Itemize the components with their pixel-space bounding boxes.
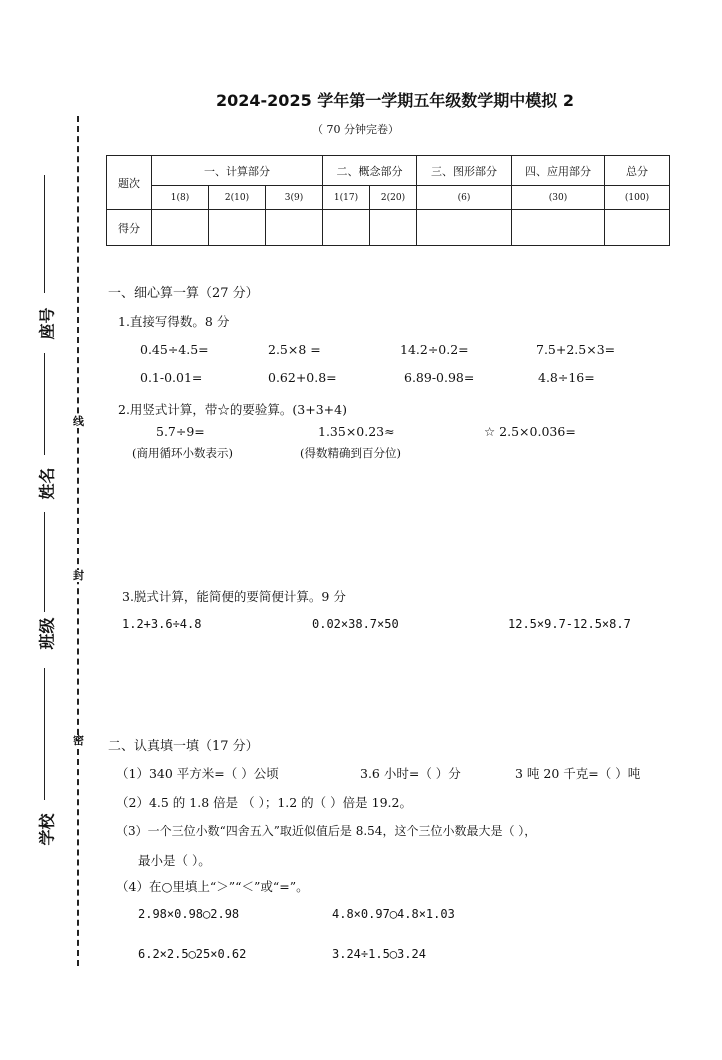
q3-item: 0.02×38.7×50 bbox=[312, 617, 399, 631]
margin-mark-line: 线 bbox=[73, 415, 84, 428]
row-label-item: 题次 bbox=[107, 156, 152, 210]
class-write-line bbox=[44, 512, 45, 612]
binding-dashed-line bbox=[77, 116, 79, 966]
margin-mark-seal: 封 bbox=[73, 569, 84, 582]
score-cell[interactable] bbox=[209, 210, 266, 246]
q2-item: ☆ 2.5×0.036= bbox=[484, 424, 576, 439]
compare-item: 6.2×2.5◯25×0.62 bbox=[138, 947, 247, 961]
q3-item: 12.5×9.7-12.5×8.7 bbox=[508, 617, 631, 631]
q2-note: (商用循环小数表示) bbox=[132, 446, 233, 460]
score-cell[interactable] bbox=[266, 210, 323, 246]
name-label: 姓名 bbox=[37, 467, 57, 500]
school-write-line bbox=[44, 668, 45, 800]
compare-item: 4.8×0.97◯4.8×1.03 bbox=[332, 907, 455, 921]
q3-item: 1.2+3.6÷4.8 bbox=[122, 617, 202, 631]
fill-line: （2）4.5 的 1.8 倍是 （ ）；1.2 的（ ）倍是 19.2。 bbox=[116, 795, 412, 810]
sub-calc-2: 2(10) bbox=[209, 186, 266, 210]
fill-line: （1）340 平方米=（ ）公顷 bbox=[116, 766, 279, 781]
sub-concept-2: 2(20) bbox=[370, 186, 417, 210]
q1-item: 4.8÷16= bbox=[538, 370, 595, 385]
q2-item: 5.7÷9= bbox=[156, 424, 205, 439]
compare-item: 2.98×0.98◯2.98 bbox=[138, 907, 240, 921]
header-concept: 二、概念部分 bbox=[323, 156, 417, 186]
fill-line: 最小是（ ）。 bbox=[138, 853, 211, 868]
margin-mark-secret: 密 bbox=[73, 734, 84, 747]
row-label-score: 得分 bbox=[107, 210, 152, 246]
q1-item: 2.5×8 = bbox=[268, 342, 321, 357]
school-label: 学校 bbox=[37, 813, 57, 846]
sub-calc-1: 1(8) bbox=[152, 186, 209, 210]
class-label: 班级 bbox=[37, 617, 57, 650]
score-cell[interactable] bbox=[370, 210, 417, 246]
compare-item: 3.24÷1.5◯3.24 bbox=[332, 947, 426, 961]
page-subtitle: （ 70 分钟完卷） bbox=[312, 123, 399, 136]
score-cell[interactable] bbox=[152, 210, 209, 246]
sub-total: (100) bbox=[605, 186, 670, 210]
header-application: 四、应用部分 bbox=[512, 156, 605, 186]
sub-application: (30) bbox=[512, 186, 605, 210]
q1-item: 0.45÷4.5= bbox=[140, 342, 209, 357]
fill-line: （3）一个三位小数“四舍五入”取近似值后是 8.54，这个三位小数最大是（ ）， bbox=[116, 824, 537, 838]
sub-concept-1: 1(17) bbox=[323, 186, 370, 210]
score-cell[interactable] bbox=[323, 210, 370, 246]
q1-item: 7.5+2.5×3= bbox=[536, 342, 616, 357]
sub-geometry: (6) bbox=[417, 186, 512, 210]
fill-line: 3.6 小时=（ ）分 bbox=[360, 766, 461, 781]
q1-item: 14.2÷0.2= bbox=[400, 342, 469, 357]
q3-heading: 3.脱式计算，能简便的要简便计算。9 分 bbox=[122, 589, 346, 604]
seat-number-label: 座号 bbox=[37, 307, 57, 340]
fill-line: 3 吨 20 千克=（ ）吨 bbox=[515, 766, 641, 781]
q1-heading: 1.直接写得数。8 分 bbox=[118, 314, 230, 329]
header-calc: 一、计算部分 bbox=[152, 156, 323, 186]
name-write-line bbox=[44, 353, 45, 455]
header-total: 总分 bbox=[605, 156, 670, 186]
q2-heading: 2.用竖式计算，带☆的要验算。(3+3+4) bbox=[118, 402, 347, 417]
header-geometry: 三、图形部分 bbox=[417, 156, 512, 186]
part1-heading: 一、细心算一算（27 分） bbox=[108, 286, 259, 301]
q2-note: (得数精确到百分位) bbox=[300, 446, 401, 460]
seat-write-line bbox=[44, 175, 45, 293]
q2-item: 1.35×0.23≈ bbox=[318, 424, 395, 439]
q1-item: 6.89-0.98= bbox=[404, 370, 475, 385]
score-cell[interactable] bbox=[605, 210, 670, 246]
score-cell[interactable] bbox=[417, 210, 512, 246]
sub-calc-3: 3(9) bbox=[266, 186, 323, 210]
q1-item: 0.62+0.8= bbox=[268, 370, 337, 385]
q1-item: 0.1-0.01= bbox=[140, 370, 203, 385]
fill-line: （4）在○里填上“＞”“＜”或“=”。 bbox=[116, 879, 309, 894]
score-table bbox=[106, 155, 670, 246]
page-title: 2024-2025 学年第一学期五年级数学期中模拟 2 bbox=[216, 91, 574, 110]
part2-heading: 二、认真填一填（17 分） bbox=[108, 739, 259, 754]
score-cell[interactable] bbox=[512, 210, 605, 246]
